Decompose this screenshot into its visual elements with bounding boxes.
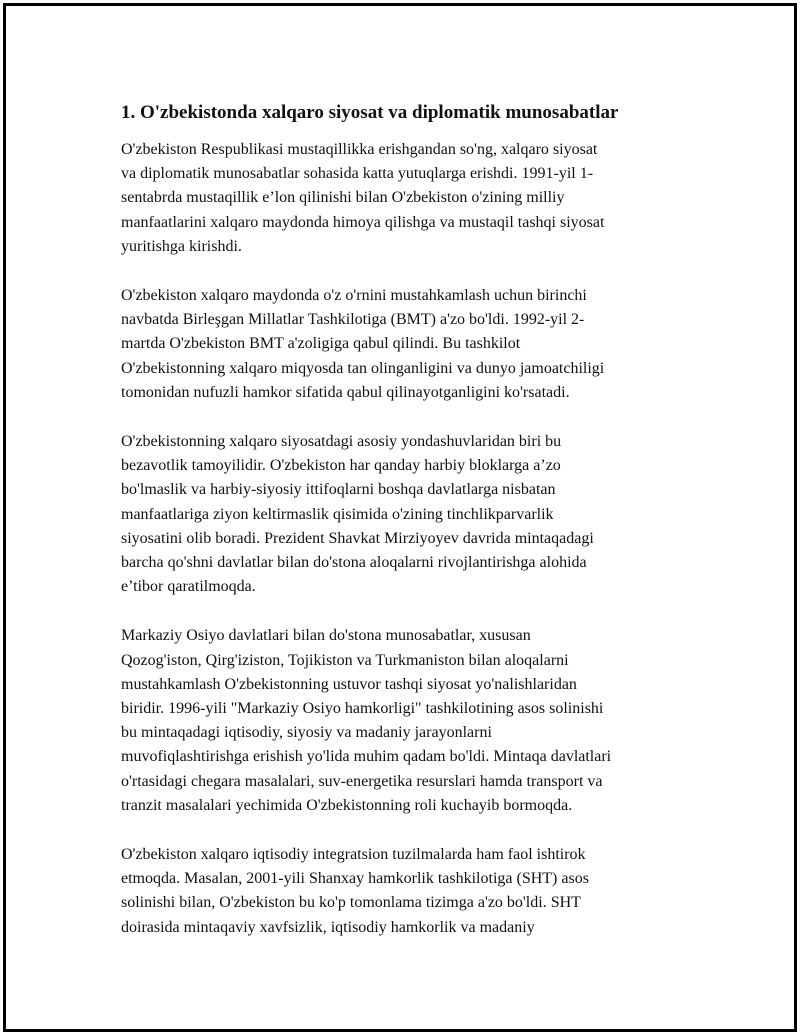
paragraph-line: muvofiqlashtirishga erishish yo'lida muhim qadam bo'ldi. Mintaqa davlatlari: [121, 748, 612, 766]
paragraph-line: bo'lmaslik va harbiy-siyosiy ittifoqlarni boshqa davlatlarga nisbatan: [121, 481, 556, 499]
paragraph-line: sentabrda mustaqillik e’lon qilinishi bilan O'zbekiston o'zining milliy: [121, 189, 565, 207]
paragraph-line: etmoqda. Masalan, 2001-yili Shanxay hamkorlik tashkilotiga (SHT) asos: [121, 870, 589, 888]
paragraph-line: navbatda Birleşgan Millatlar Tashkilotiga (BMT) a'zo bo'ldi. 1992-yil 2-: [121, 311, 585, 329]
paragraph-2: [121, 284, 701, 405]
paragraph-line: O'zbekistonning xalqaro siyosatdagi asosiy yondashuvlaridan biri bu: [121, 433, 562, 451]
paragraph-1: [121, 138, 701, 259]
document-body: [121, 100, 701, 965]
paragraph-line: o'rtasidagi chegara masalalari, suv-energetika resurslari hamda transport va: [121, 772, 603, 790]
paragraph-line: manfaatlariga ziyon keltirmaslik qisimida o'zining tinchlikparvarlik: [121, 505, 554, 523]
paragraph-line: bu mintaqadagi iqtisodiy, siyosiy va madaniy jarayonlarni: [121, 724, 492, 742]
paragraph-line: O'zbekiston xalqaro maydonda o'z o'rnini mustahkamlash uchun birinchi: [121, 287, 587, 305]
paragraph-3: [121, 430, 701, 599]
paragraph-line: biridir. 1996-yili "Markaziy Osiyo hamkorligi" tashkilotining asos solinishi: [121, 700, 604, 718]
page-border: [3, 3, 797, 1032]
paragraph-line: va diplomatik munosabatlar sohasida katta yutuqlarga erishdi. 1991-yil 1-: [121, 165, 594, 183]
paragraph-line: manfaatlarini xalqaro maydonda himoya qilishga va mustaqil tashqi siyosat: [121, 213, 605, 231]
paragraph-line: barcha qo'shni davlatlar bilan do'stona aloqalarni rivojlantirishga alohida: [121, 554, 587, 572]
paragraph-line: e’tibor qaratilmoqda.: [121, 578, 256, 596]
paragraph-4: [121, 624, 701, 818]
paragraph-line: yuritishga kirishdi.: [121, 237, 242, 255]
paragraph-5: [121, 843, 701, 940]
paragraph-line: O'zbekiston Respublikasi mustaqillikka erishgandan so'ng, xalqaro siyosat: [121, 141, 598, 158]
paragraph-line: mustahkamlash O'zbekistonning ustuvor tashqi siyosat yo'nalishlaridan: [121, 675, 577, 693]
paragraph-line: solinishi bilan, O'zbekiston bu ko'p tomonlama tizimga a'zo bo'ldi. SHT: [121, 894, 581, 912]
paragraph-line: Markaziy Osiyo davlatlari bilan do'stona munosabatlar, xususan: [121, 627, 531, 645]
paragraph-line: martda O'zbekiston BMT a'zoligiga qabul qilindi. Bu tashkilot: [121, 335, 521, 353]
paragraph-line: O'zbekiston xalqaro iqtisodiy integratsion tuzilmalarda ham faol ishtirok: [121, 846, 586, 864]
paragraph-line: siyosatini olib boradi. Prezident Shavkat Mirziyoyev davrida mintaqadagi: [121, 529, 594, 547]
section-heading: 1. O'zbekistonda xalqaro siyosat va diplomatik munosabatlar: [121, 102, 619, 123]
paragraph-line: O'zbekistonning xalqaro miqyosda tan olinganligini va dunyo jamoatchiligi: [121, 359, 605, 377]
paragraph-line: tranzit masalalari yechimida O'zbekistonning roli kuchayib bormoqda.: [121, 796, 573, 814]
paragraph-line: bezavotlik tamoyilidir. O'zbekiston har qanday harbiy bloklarga a’zo: [121, 457, 561, 475]
paragraph-line: tomonidan nufuzli hamkor sifatida qabul qilinayotganligini ko'rsatadi.: [121, 383, 570, 401]
paragraph-line: Qozog'iston, Qirg'iziston, Tojikiston va Turkmaniston bilan aloqalarni: [121, 651, 569, 669]
paragraph-line: doirasida mintaqaviy xavfsizlik, iqtisodiy hamkorlik va madaniy: [121, 918, 535, 936]
